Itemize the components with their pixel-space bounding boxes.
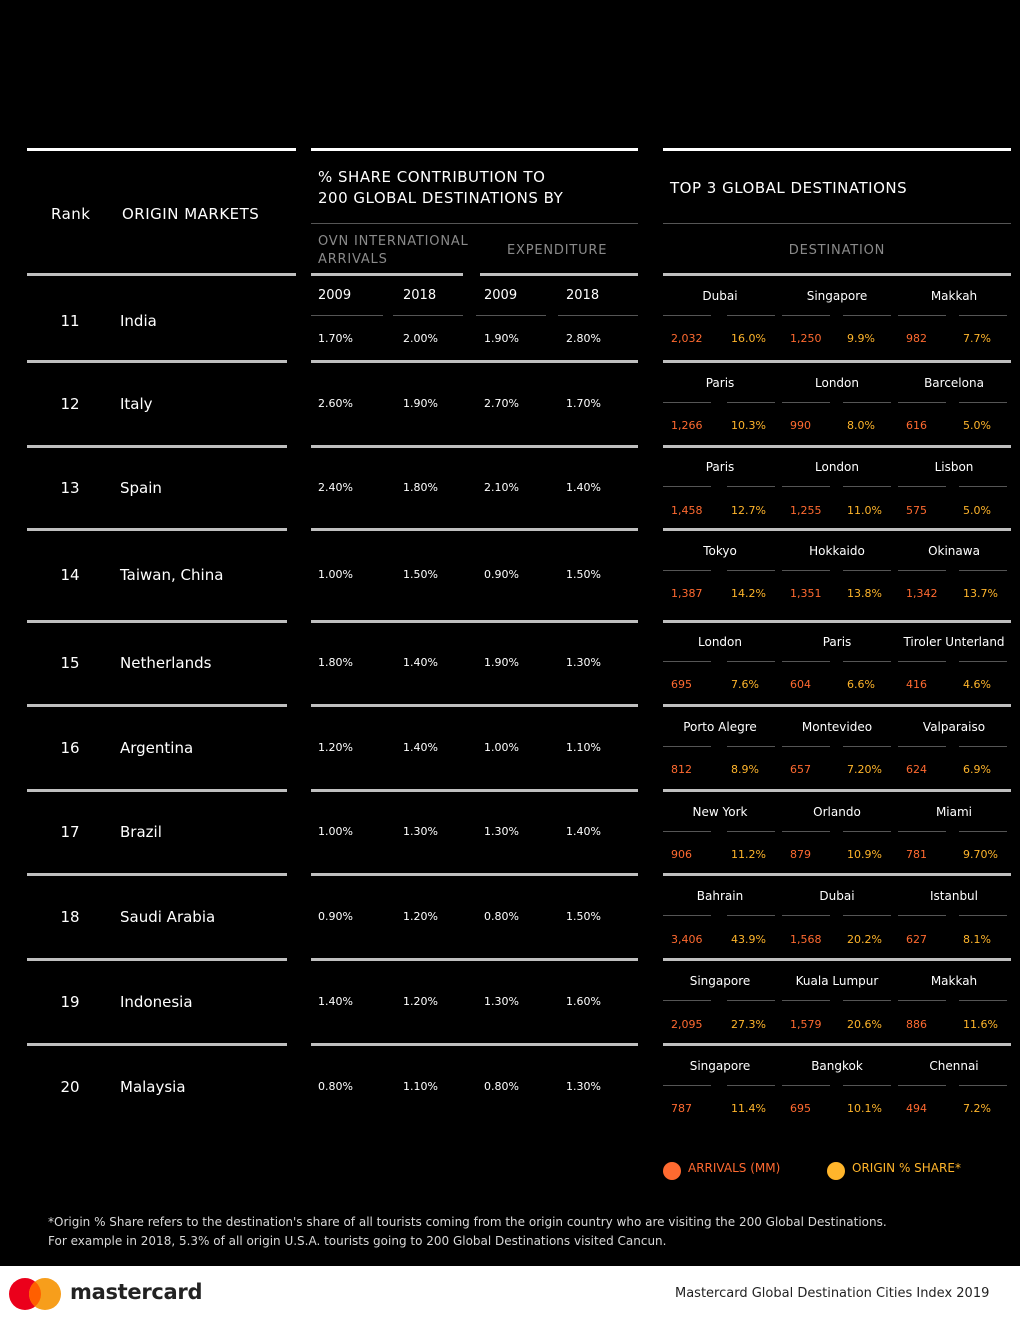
row-divider-left	[27, 873, 287, 876]
destination-city: London	[815, 376, 859, 390]
arrivals-value: 627	[906, 933, 927, 946]
city-underline-share	[843, 1085, 891, 1086]
arrivals-value: 416	[906, 678, 927, 691]
city-underline-arrivals	[782, 570, 830, 571]
arrivals-value: 781	[906, 848, 927, 861]
city-underline-arrivals	[782, 315, 830, 316]
origin-share-value: 8.1%	[963, 933, 991, 946]
share-value: 1.20%	[403, 910, 438, 923]
row-divider-left	[27, 958, 287, 961]
origin-share-value: 7.6%	[731, 678, 759, 691]
rank-cell: 15	[60, 654, 80, 672]
city-underline-share	[843, 315, 891, 316]
header-bottom-rule-right	[663, 273, 1011, 276]
row-divider-middle	[311, 445, 638, 448]
rank-cell: 11	[60, 312, 80, 330]
arrivals-value: 886	[906, 1018, 927, 1031]
city-underline-arrivals	[663, 661, 711, 662]
share-value: 1.50%	[566, 568, 601, 581]
share-header-divider	[311, 223, 638, 224]
share-value: 1.40%	[318, 995, 353, 1008]
arrivals-value: 982	[906, 332, 927, 345]
destination-city: Singapore	[806, 289, 868, 303]
origin-share-value: 20.6%	[847, 1018, 882, 1031]
city-underline-arrivals	[898, 915, 946, 916]
share-value: 1.30%	[403, 825, 438, 838]
city-underline-share	[959, 1085, 1007, 1086]
destination-city: Kuala Lumpur	[795, 974, 879, 988]
origin-share-value: 27.3%	[731, 1018, 766, 1031]
arrivals-value: 906	[671, 848, 692, 861]
destination-city: Okinawa	[928, 544, 980, 558]
share-value: 1.50%	[566, 910, 601, 923]
year-underline-3	[476, 315, 546, 316]
share-value: 2.60%	[318, 397, 353, 410]
arrivals-value: 1,579	[790, 1018, 822, 1031]
origin-share-value: 20.2%	[847, 933, 882, 946]
share-value: 1.30%	[484, 825, 519, 838]
country-cell: India	[120, 312, 157, 330]
report-title: Mastercard Global Destination Cities Index 2019	[675, 1286, 990, 1301]
city-underline-share	[959, 661, 1007, 662]
city-underline-share	[843, 402, 891, 403]
city-underline-share	[959, 831, 1007, 832]
row-divider-right	[663, 360, 1011, 363]
city-underline-share	[843, 661, 891, 662]
destination-city: Makkah	[930, 974, 978, 988]
row-divider-right	[663, 445, 1011, 448]
share-header-line1: % SHARE CONTRIBUTION TO	[318, 168, 546, 186]
arrivals-value: 695	[790, 1102, 811, 1115]
share-value: 1.40%	[403, 741, 438, 754]
row-divider-middle	[311, 360, 638, 363]
destination-city: Chennai	[929, 1059, 979, 1073]
destination-city: Hokkaido	[809, 544, 865, 558]
country-cell: Italy	[120, 395, 153, 413]
city-underline-arrivals	[782, 1000, 830, 1001]
mastercard-wordmark: mastercard	[70, 1280, 203, 1304]
city-underline-share	[843, 1000, 891, 1001]
row-divider-middle	[311, 958, 638, 961]
rank-header: Rank	[51, 205, 91, 223]
arrivals-value: 604	[790, 678, 811, 691]
city-underline-arrivals	[663, 486, 711, 487]
row-divider-left	[27, 789, 287, 792]
city-underline-arrivals	[663, 315, 711, 316]
rank-cell: 20	[60, 1078, 80, 1096]
year-2009-exp: 2009	[484, 288, 518, 303]
header-bottom-rule-left	[27, 273, 296, 276]
city-underline-share	[843, 831, 891, 832]
year-2009-ovn: 2009	[318, 288, 352, 303]
share-value: 0.80%	[318, 1080, 353, 1093]
origin-share-value: 11.2%	[731, 848, 766, 861]
ovn-header-line2: ARRIVALS	[318, 252, 388, 267]
share-value: 1.70%	[566, 397, 601, 410]
city-underline-share	[843, 746, 891, 747]
city-underline-arrivals	[782, 486, 830, 487]
city-underline-share	[959, 402, 1007, 403]
share-value: 2.40%	[318, 481, 353, 494]
destination-city: Bahrain	[696, 889, 744, 903]
origin-share-value: 7.7%	[963, 332, 991, 345]
origin-share-value: 5.0%	[963, 504, 991, 517]
destination-city: Tiroler Unterland	[903, 635, 1005, 649]
arrivals-value: 2,032	[671, 332, 703, 345]
origin-share-value: 4.6%	[963, 678, 991, 691]
origin-share-value: 43.9%	[731, 933, 766, 946]
city-underline-arrivals	[898, 1085, 946, 1086]
share-value: 1.80%	[318, 656, 353, 669]
row-divider-left	[27, 445, 287, 448]
share-value: 0.80%	[484, 910, 519, 923]
country-cell: Argentina	[120, 739, 194, 757]
year-underline-2	[393, 315, 463, 316]
share-value: 1.50%	[403, 568, 438, 581]
arrivals-value: 1,250	[790, 332, 822, 345]
city-underline-share	[727, 570, 775, 571]
city-underline-arrivals	[898, 402, 946, 403]
city-underline-arrivals	[663, 1000, 711, 1001]
city-underline-arrivals	[782, 1085, 830, 1086]
share-header-line2: 200 GLOBAL DESTINATIONS BY	[318, 189, 564, 207]
share-value: 0.90%	[484, 568, 519, 581]
row-divider-middle	[311, 873, 638, 876]
city-underline-arrivals	[898, 746, 946, 747]
row-divider-middle	[311, 528, 638, 531]
row-divider-right	[663, 620, 1011, 623]
origin-share-value: 12.7%	[731, 504, 766, 517]
arrivals-value: 787	[671, 1102, 692, 1115]
top-rule-left	[27, 148, 296, 151]
city-underline-share	[959, 746, 1007, 747]
row-divider-left	[27, 1043, 287, 1046]
city-underline-share	[727, 486, 775, 487]
city-underline-share	[727, 831, 775, 832]
origin-share-value: 7.2%	[963, 1102, 991, 1115]
year-underline-4	[558, 315, 638, 316]
header-bottom-rule-ovn	[311, 273, 463, 276]
row-divider-left	[27, 620, 287, 623]
row-divider-middle	[311, 789, 638, 792]
city-underline-share	[843, 915, 891, 916]
year-2018-ovn: 2018	[403, 288, 437, 303]
country-cell: Saudi Arabia	[120, 908, 216, 926]
city-underline-arrivals	[898, 570, 946, 571]
rank-cell: 16	[60, 739, 80, 757]
city-underline-share	[727, 315, 775, 316]
destination-city: Porto Alegre	[683, 720, 757, 734]
origin-share-value: 7.20%	[847, 763, 882, 776]
destination-city: Bangkok	[811, 1059, 863, 1073]
country-cell: Spain	[120, 479, 162, 497]
city-underline-share	[959, 486, 1007, 487]
destination-city: Lisbon	[934, 460, 974, 474]
share-value: 1.90%	[484, 332, 519, 345]
arrivals-value: 1,387	[671, 587, 703, 600]
mastercard-logo	[8, 1277, 64, 1311]
city-underline-arrivals	[663, 831, 711, 832]
arrivals-value: 575	[906, 504, 927, 517]
arrivals-value: 3,406	[671, 933, 703, 946]
share-value: 1.40%	[566, 825, 601, 838]
footnote-line2: For example in 2018, 5.3% of all origin U.S.A. tourists going to 200 Global Destinations visited Cancun.	[48, 1234, 667, 1248]
city-underline-arrivals	[898, 831, 946, 832]
row-divider-left	[27, 704, 287, 707]
share-value: 1.30%	[566, 1080, 601, 1093]
arrivals-value: 1,351	[790, 587, 822, 600]
arrivals-value: 494	[906, 1102, 927, 1115]
city-underline-share	[959, 1000, 1007, 1001]
share-legend-dot	[827, 1162, 845, 1180]
city-underline-arrivals	[663, 915, 711, 916]
share-value: 1.10%	[566, 741, 601, 754]
origin-share-value: 13.7%	[963, 587, 998, 600]
origin-share-value: 9.70%	[963, 848, 998, 861]
arrivals-value: 2,095	[671, 1018, 703, 1031]
year-2018-exp: 2018	[566, 288, 600, 303]
header-bottom-rule-exp	[480, 273, 638, 276]
rank-cell: 13	[60, 479, 80, 497]
footer-bar	[0, 1266, 1020, 1320]
destination-city: Makkah	[930, 289, 978, 303]
destination-city: London	[815, 460, 859, 474]
origin-share-value: 13.8%	[847, 587, 882, 600]
arrivals-value: 1,458	[671, 504, 703, 517]
city-underline-share	[727, 661, 775, 662]
arrivals-legend-dot	[663, 1162, 681, 1180]
share-value: 1.30%	[484, 995, 519, 1008]
share-value: 1.80%	[403, 481, 438, 494]
destination-city: Paris	[705, 460, 735, 474]
share-value: 2.80%	[566, 332, 601, 345]
origin-share-value: 16.0%	[731, 332, 766, 345]
share-value: 1.20%	[403, 995, 438, 1008]
rank-cell: 17	[60, 823, 80, 841]
rank-cell: 12	[60, 395, 80, 413]
country-cell: Malaysia	[120, 1078, 186, 1096]
city-underline-arrivals	[898, 661, 946, 662]
city-underline-arrivals	[663, 402, 711, 403]
origin-share-value: 11.0%	[847, 504, 882, 517]
origin-share-value: 6.6%	[847, 678, 875, 691]
country-cell: Taiwan, China	[120, 566, 224, 584]
country-cell: Netherlands	[120, 654, 212, 672]
share-value: 1.40%	[566, 481, 601, 494]
arrivals-value: 1,255	[790, 504, 822, 517]
origin-share-value: 11.6%	[963, 1018, 998, 1031]
city-underline-share	[727, 746, 775, 747]
origin-markets-header: ORIGIN MARKETS	[122, 205, 260, 223]
share-value: 1.10%	[403, 1080, 438, 1093]
top-rule-right	[663, 148, 1011, 151]
row-divider-left	[27, 360, 287, 363]
origin-share-value: 6.9%	[963, 763, 991, 776]
country-cell: Brazil	[120, 823, 162, 841]
share-value: 2.70%	[484, 397, 519, 410]
origin-share-value: 9.9%	[847, 332, 875, 345]
origin-share-value: 10.9%	[847, 848, 882, 861]
share-value: 1.20%	[318, 741, 353, 754]
destination-city: Dubai	[702, 289, 738, 303]
share-value: 1.00%	[318, 568, 353, 581]
top3-header-divider	[663, 223, 1011, 224]
destination-city: London	[698, 635, 742, 649]
row-divider-middle	[311, 1043, 638, 1046]
destination-city: Valparaiso	[922, 720, 986, 734]
destination-city: Orlando	[813, 805, 861, 819]
row-divider-middle	[311, 704, 638, 707]
arrivals-value: 812	[671, 763, 692, 776]
share-value: 2.00%	[403, 332, 438, 345]
arrivals-value: 695	[671, 678, 692, 691]
city-underline-share	[959, 315, 1007, 316]
city-underline-arrivals	[782, 746, 830, 747]
share-value: 2.10%	[484, 481, 519, 494]
arrivals-legend-label: ARRIVALS (MM)	[688, 1161, 781, 1175]
share-value: 0.80%	[484, 1080, 519, 1093]
destination-city: Paris	[705, 376, 735, 390]
footnote-line1: *Origin % Share refers to the destination's share of all tourists coming from the origin country who are visiting the 200 Global Destinations.	[48, 1215, 887, 1229]
origin-share-value: 10.1%	[847, 1102, 882, 1115]
share-legend-label: ORIGIN % SHARE*	[852, 1161, 961, 1175]
city-underline-arrivals	[663, 1085, 711, 1086]
share-value: 1.90%	[484, 656, 519, 669]
arrivals-value: 990	[790, 419, 811, 432]
share-value: 1.60%	[566, 995, 601, 1008]
city-underline-share	[843, 486, 891, 487]
city-underline-share	[727, 915, 775, 916]
city-underline-arrivals	[898, 1000, 946, 1001]
arrivals-value: 657	[790, 763, 811, 776]
share-value: 1.00%	[484, 741, 519, 754]
origin-share-value: 10.3%	[731, 419, 766, 432]
city-underline-share	[727, 402, 775, 403]
destination-city: New York	[692, 805, 748, 819]
arrivals-value: 624	[906, 763, 927, 776]
destination-city: Paris	[822, 635, 852, 649]
ovn-header-line1: OVN INTERNATIONAL	[318, 234, 469, 249]
share-value: 1.70%	[318, 332, 353, 345]
arrivals-value: 1,568	[790, 933, 822, 946]
city-underline-arrivals	[782, 402, 830, 403]
year-underline-1	[311, 315, 383, 316]
row-divider-right	[663, 958, 1011, 961]
share-value: 1.90%	[403, 397, 438, 410]
rank-cell: 19	[60, 993, 80, 1011]
destination-city: Singapore	[689, 974, 751, 988]
rank-cell: 14	[60, 566, 80, 584]
destination-header: DESTINATION	[788, 243, 886, 258]
origin-share-value: 8.0%	[847, 419, 875, 432]
top3-header: TOP 3 GLOBAL DESTINATIONS	[670, 179, 908, 197]
city-underline-share	[959, 570, 1007, 571]
country-cell: Indonesia	[120, 993, 193, 1011]
origin-share-value: 8.9%	[731, 763, 759, 776]
origin-share-value: 14.2%	[731, 587, 766, 600]
row-divider-right	[663, 1043, 1011, 1046]
rank-cell: 18	[60, 908, 80, 926]
destination-city: Tokyo	[703, 544, 737, 558]
origin-share-value: 11.4%	[731, 1102, 766, 1115]
destination-city: Barcelona	[924, 376, 984, 390]
arrivals-value: 1,342	[906, 587, 938, 600]
destination-city: Singapore	[689, 1059, 751, 1073]
destination-city: Dubai	[819, 889, 855, 903]
share-value: 0.90%	[318, 910, 353, 923]
destination-city: Istanbul	[929, 889, 978, 903]
row-divider-right	[663, 873, 1011, 876]
row-divider-right	[663, 704, 1011, 707]
city-underline-arrivals	[782, 661, 830, 662]
row-divider-left	[27, 528, 287, 531]
origin-share-value: 5.0%	[963, 419, 991, 432]
city-underline-share	[727, 1000, 775, 1001]
city-underline-share	[959, 915, 1007, 916]
share-value: 1.00%	[318, 825, 353, 838]
arrivals-value: 879	[790, 848, 811, 861]
row-divider-right	[663, 528, 1011, 531]
destination-city: Montevideo	[801, 720, 873, 734]
share-value: 1.30%	[566, 656, 601, 669]
city-underline-arrivals	[898, 486, 946, 487]
expenditure-header: EXPENDITURE	[507, 243, 608, 258]
top-rule-middle	[311, 148, 638, 151]
row-divider-right	[663, 789, 1011, 792]
city-underline-arrivals	[782, 831, 830, 832]
destination-city: Miami	[935, 805, 973, 819]
city-underline-share	[727, 1085, 775, 1086]
arrivals-value: 616	[906, 419, 927, 432]
city-underline-arrivals	[663, 746, 711, 747]
city-underline-arrivals	[898, 315, 946, 316]
share-value: 1.40%	[403, 656, 438, 669]
city-underline-arrivals	[663, 570, 711, 571]
city-underline-share	[843, 570, 891, 571]
arrivals-value: 1,266	[671, 419, 703, 432]
city-underline-arrivals	[782, 915, 830, 916]
row-divider-middle	[311, 620, 638, 623]
